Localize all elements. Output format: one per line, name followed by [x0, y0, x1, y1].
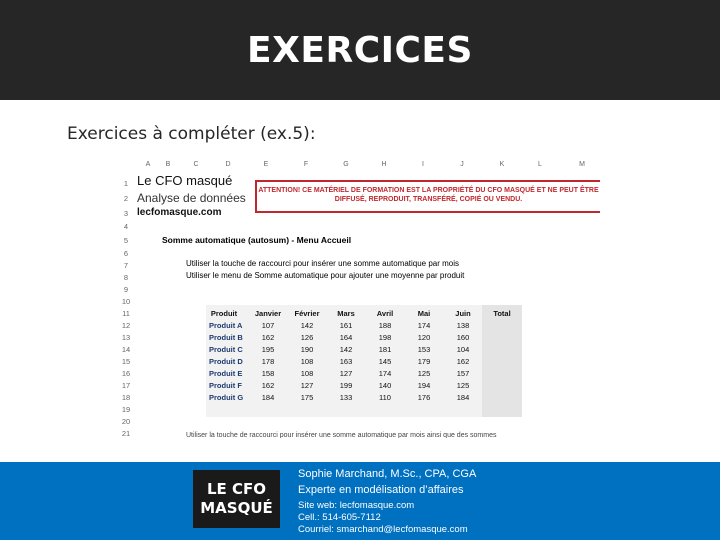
column-header: A	[145, 161, 151, 168]
table-cell: 174	[417, 321, 431, 330]
column-header: J	[460, 161, 464, 168]
row-number: 14	[121, 345, 131, 354]
row-number: 15	[121, 357, 131, 366]
table-header: Mars	[337, 309, 355, 318]
row-number: 17	[121, 381, 131, 390]
row-number: 6	[123, 249, 129, 258]
table-cell: 142	[300, 321, 314, 330]
instruction-2: Utiliser le menu de Somme automatique pour ajouter une moyenne par produit	[186, 271, 465, 280]
logo-line-2: MASQUÉ	[200, 499, 273, 517]
table-cell: 157	[456, 369, 470, 378]
product-label: Produit G	[209, 393, 244, 402]
slide-title: EXERCICES	[247, 29, 473, 71]
table-cell: 125	[417, 369, 431, 378]
table-cell: 133	[339, 393, 353, 402]
row-number: 11	[122, 309, 130, 318]
row-number: 8	[123, 273, 129, 282]
table-cell: 162	[261, 381, 275, 390]
column-header: K	[499, 161, 505, 168]
table-cell: 199	[339, 381, 353, 390]
table-cell: 179	[417, 357, 431, 366]
logo-line-1: LE CFO	[206, 480, 267, 498]
table-header: Mai	[417, 309, 431, 318]
column-header: I	[422, 161, 424, 168]
product-label: Produit B	[209, 333, 243, 342]
table-cell: 162	[456, 357, 470, 366]
title-bar	[0, 0, 720, 100]
table-cell: 158	[261, 369, 275, 378]
copyright-warning: ATTENTION! CE MATÉRIEL DE FORMATION EST LA PROPRIÉTÉ DU CFO MASQUÉ ET NE PEUT ÊTRE DIFFUSÉ, REPRODUIT, TRANSFÉRÉ, COPIÉ OU VENDU.	[255, 180, 600, 213]
row-number: 7	[123, 261, 129, 270]
row-number: 2	[123, 194, 129, 203]
author-email: Courriel: smarchand@lecfomasque.com	[298, 524, 468, 535]
table-cell: 153	[417, 345, 431, 354]
table-cell: 190	[300, 345, 314, 354]
spreadsheet-screenshot	[120, 160, 600, 438]
table-cell: 125	[456, 381, 470, 390]
table-cell: 164	[339, 333, 353, 342]
row-number: 1	[123, 179, 129, 188]
instruction-1: Utiliser la touche de raccourci pour insérer une somme automatique par mois	[186, 259, 460, 268]
table-cell: 145	[378, 357, 392, 366]
company-name: Le CFO masqué	[137, 173, 233, 188]
table-cell: 127	[300, 381, 314, 390]
table-cell: 198	[378, 333, 392, 342]
table-header: Total	[493, 309, 511, 318]
column-header: G	[343, 161, 349, 168]
author-name: Sophie Marchand, M.Sc., CPA, CGA	[298, 468, 477, 480]
row-number: 16	[121, 369, 131, 378]
total-column-background	[482, 305, 522, 417]
table-cell: 195	[261, 345, 275, 354]
product-label: Produit F	[209, 381, 242, 390]
table-cell: 178	[261, 357, 275, 366]
table-cell: 127	[339, 369, 353, 378]
column-header: B	[165, 161, 171, 168]
table-cell: 104	[456, 345, 470, 354]
cut-off-instruction: Utiliser la touche de raccourci pour insérer une somme automatique par mois ainsi que des sommes	[186, 432, 497, 438]
table-header: Février	[294, 309, 320, 318]
column-headers	[120, 160, 600, 172]
table-cell: 188	[378, 321, 392, 330]
row-number: 12	[121, 321, 131, 330]
table-cell: 160	[456, 333, 470, 342]
row-number: 9	[123, 285, 129, 294]
author-cell: Cell.: 514-605-7112	[298, 512, 381, 523]
slide-subtitle: Exercices à compléter (ex.5):	[67, 124, 316, 144]
table-header: Juin	[455, 309, 471, 318]
table-cell: 161	[339, 321, 353, 330]
column-header: D	[225, 161, 231, 168]
table-header: Produit	[210, 309, 238, 318]
table-cell: 120	[417, 333, 431, 342]
author-website: Site web: lecfomasque.com	[298, 500, 415, 511]
cfo-logo	[193, 470, 280, 528]
table-cell: 108	[300, 369, 314, 378]
column-header: H	[381, 161, 387, 168]
author-role: Experte en modélisation d’affaires	[298, 484, 464, 496]
product-label: Produit A	[209, 321, 243, 330]
table-cell: 175	[300, 393, 314, 402]
product-label: Produit E	[209, 369, 243, 378]
table-cell: 181	[378, 345, 392, 354]
row-number: 10	[121, 297, 131, 306]
table-cell: 184	[261, 393, 275, 402]
table-cell: 174	[378, 369, 392, 378]
table-cell: 126	[300, 333, 314, 342]
column-header: F	[303, 161, 309, 168]
row-number: 21	[121, 429, 131, 438]
table-header: Janvier	[254, 309, 282, 318]
row-number: 20	[121, 417, 131, 426]
row-number: 19	[121, 405, 131, 414]
analysis-label: Analyse de données	[137, 191, 246, 205]
table-header: Avril	[376, 309, 394, 318]
row-number: 4	[123, 222, 129, 231]
table-cell: 140	[378, 381, 392, 390]
row-number: 18	[121, 393, 131, 402]
product-label: Produit D	[209, 357, 243, 366]
column-header: C	[193, 161, 199, 168]
table-cell: 138	[456, 321, 470, 330]
row-number: 3	[123, 209, 129, 218]
website-cell: lecfomasque.com	[137, 207, 222, 218]
section-heading: Somme automatique (autosum) - Menu Accueil	[162, 235, 352, 245]
product-label: Produit C	[209, 345, 243, 354]
table-cell: 107	[261, 321, 275, 330]
row-number: 5	[123, 236, 129, 245]
table-cell: 162	[261, 333, 275, 342]
table-cell: 110	[379, 393, 391, 402]
table-cell: 108	[300, 357, 314, 366]
column-header: M	[579, 161, 585, 168]
table-cell: 163	[339, 357, 353, 366]
table-cell: 194	[417, 381, 431, 390]
row-number: 13	[121, 333, 131, 342]
column-header: L	[538, 161, 542, 168]
table-cell: 184	[456, 393, 470, 402]
column-header: E	[263, 161, 269, 168]
table-cell: 176	[417, 393, 431, 402]
table-cell: 142	[339, 345, 353, 354]
